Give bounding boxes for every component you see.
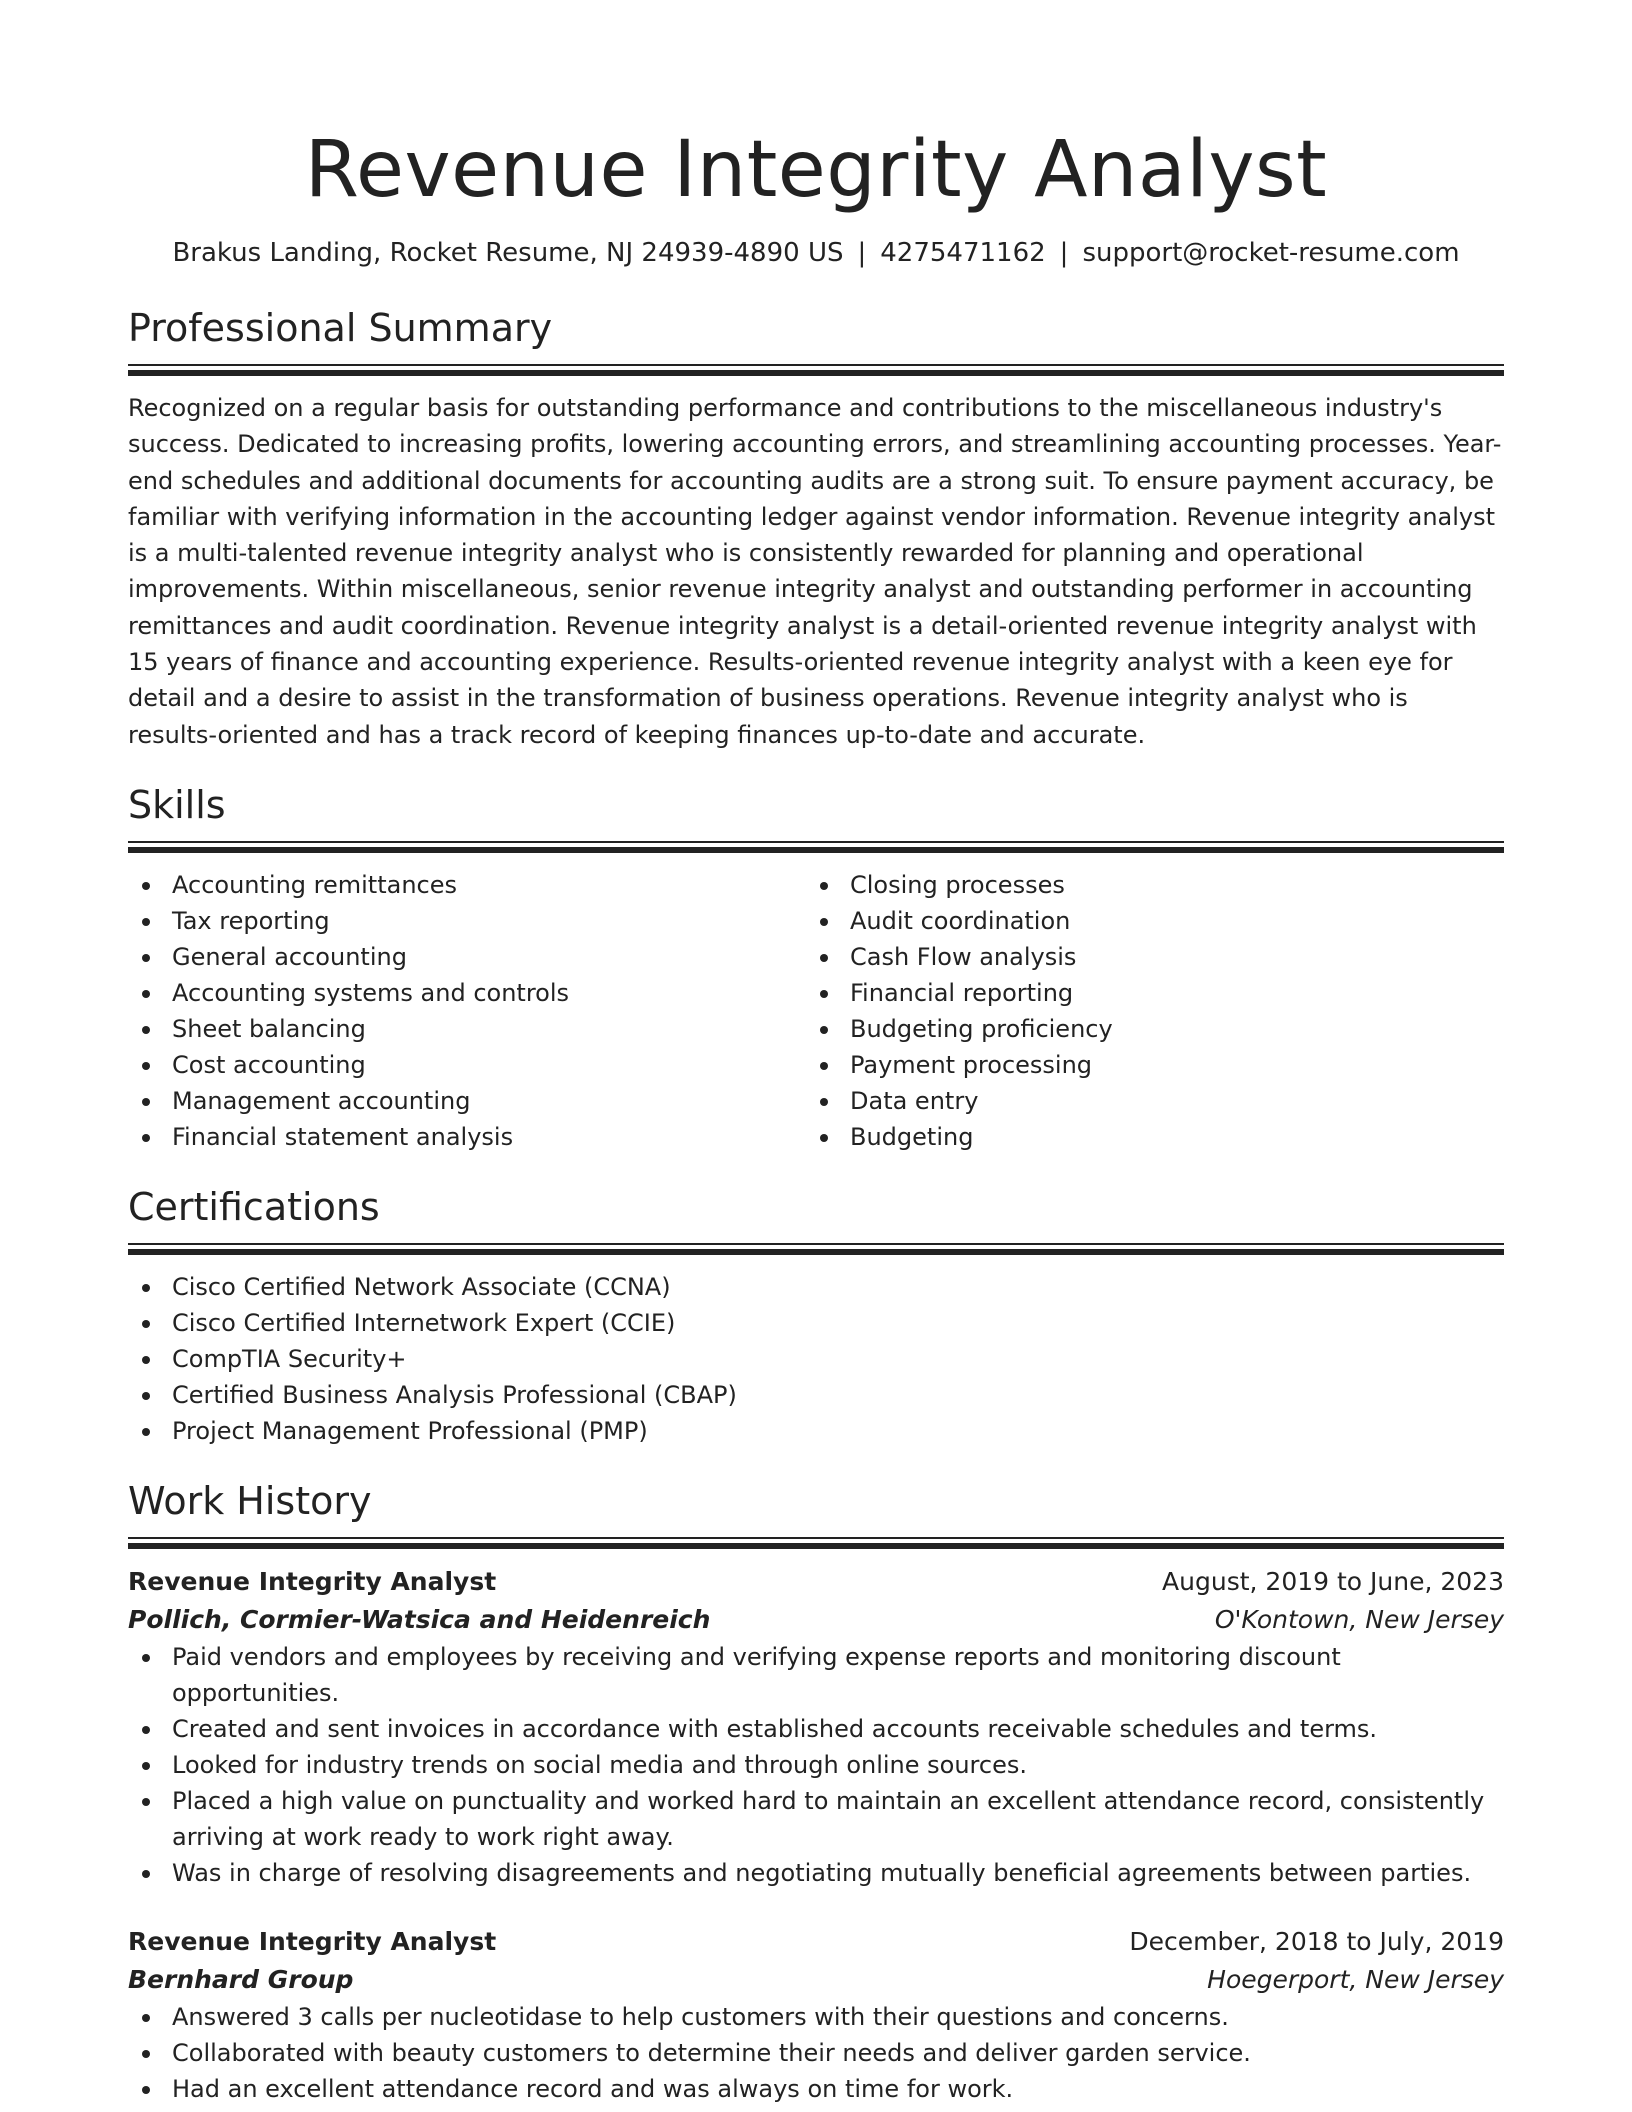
certifications-section xyxy=(128,1183,1504,1449)
job-duty-item: Had an excellent attendance record and was always on time for work. xyxy=(128,2071,1504,2107)
summary-section xyxy=(128,304,1504,753)
skill-item: Audit coordination xyxy=(806,903,1484,939)
work-history-section xyxy=(128,1477,1504,2107)
skill-item: Management accounting xyxy=(128,1083,806,1119)
resume-page xyxy=(128,0,1504,2107)
skill-item: Cost accounting xyxy=(128,1047,806,1083)
certification-item: Cisco Certified Network Associate (CCNA) xyxy=(128,1269,1504,1305)
certification-item: Cisco Certified Internetwork Expert (CCIE) xyxy=(128,1305,1504,1341)
certification-item: Certified Business Analysis Professional (CBAP) xyxy=(128,1377,1504,1413)
job-subheader xyxy=(128,1961,1504,1999)
certification-item: Project Management Professional (PMP) xyxy=(128,1413,1504,1449)
skill-item: Budgeting xyxy=(806,1119,1484,1155)
job-duty-item: Created and sent invoices in accordance with established accounts receivable schedules and terms. xyxy=(128,1711,1504,1747)
job-duties-list xyxy=(128,1639,1504,1891)
summary-text: Recognized on a regular basis for outstanding performance and contributions to the miscellaneous industry's success. Dedicated to increasing profits, lowering accounting errors, and streamlining accounting processes. Year-end schedules and additional documents for accounting audits are a strong suit. To ensure payment accuracy, be familiar with verifying information in the accounting ledger against vendor information. Revenue integrity analyst is a multi-talented revenue integrity analyst who is consistently rewarded for planning and operational improvements. Within miscellaneous, senior revenue integrity analyst and outstanding performer in accounting remittances and audit coordination. Revenue integrity analyst is a detail-oriented revenue integrity analyst with 15 years of finance and accounting experience. Results-oriented revenue integrity analyst with a keen eye for detail and a desire to assist in the transformation of business operations. Revenue integrity analyst who is results-oriented and has a track record of keeping finances up-to-date and accurate. xyxy=(128,394,1502,749)
skill-item: Budgeting proficiency xyxy=(806,1011,1484,1047)
job-duty-item: Answered 3 calls per nucleotidase to help customers with their questions and concerns. xyxy=(128,1999,1504,2035)
job-header xyxy=(128,1923,1504,1961)
skill-item: Sheet balancing xyxy=(128,1011,806,1047)
job-entry xyxy=(128,1923,1504,2107)
job-title: Revenue Integrity Analyst xyxy=(128,1926,497,1956)
certification-item: CompTIA Security+ xyxy=(128,1341,1504,1377)
job-location: O'Kontown, New Jersey xyxy=(1214,1604,1504,1634)
skill-item: Accounting remittances xyxy=(128,867,806,903)
job-duties-list xyxy=(128,1999,1504,2107)
job-company: Bernhard Group xyxy=(128,1964,354,1994)
job-dates: December, 2018 to July, 2019 xyxy=(1129,1926,1504,1956)
contact-phone: 4275471162 xyxy=(880,238,1046,268)
job-duty-item: Placed a high value on punctuality and worked hard to maintain an excellent attendance record, consistently arriving at work ready to work right away. xyxy=(128,1783,1504,1855)
skills-list-left xyxy=(128,867,806,1155)
section-heading-work-history: Work History xyxy=(128,1478,372,1523)
skills-section xyxy=(128,781,1504,1155)
skill-item: Cash Flow analysis xyxy=(806,939,1484,975)
job-title: Revenue Integrity Analyst xyxy=(128,1566,497,1596)
skill-item: Tax reporting xyxy=(128,903,806,939)
section-divider xyxy=(128,1537,1504,1549)
job-subheader xyxy=(128,1601,1504,1639)
section-divider xyxy=(128,1243,1504,1255)
skill-item: Financial reporting xyxy=(806,975,1484,1011)
job-company: Pollich, Cormier-Watsica and Heidenreich xyxy=(128,1604,711,1634)
skill-item: General accounting xyxy=(128,939,806,975)
skill-item: Financial statement analysis xyxy=(128,1119,806,1155)
skill-item: Payment processing xyxy=(806,1047,1484,1083)
job-location: Hoegerport, New Jersey xyxy=(1207,1964,1504,1994)
skill-item: Closing processes xyxy=(806,867,1484,903)
section-heading-summary: Professional Summary xyxy=(128,306,553,350)
job-header xyxy=(128,1563,1504,1601)
certifications-list xyxy=(128,1269,1504,1449)
skills-list-right xyxy=(806,867,1484,1155)
contact-separator: | xyxy=(1059,238,1069,268)
job-duty-item: Paid vendors and employees by receiving and verifying expense reports and monitoring discount opportunities. xyxy=(128,1639,1504,1711)
skill-item: Accounting systems and controls xyxy=(128,975,806,1011)
section-divider xyxy=(128,841,1504,853)
resume-title: Revenue Integrity Analyst xyxy=(304,125,1328,215)
section-heading-skills: Skills xyxy=(128,782,226,827)
job-duty-item: Looked for industry trends on social media and through online sources. xyxy=(128,1747,1504,1783)
skill-item: Data entry xyxy=(806,1083,1484,1119)
skills-grid xyxy=(128,867,1504,1155)
contact-email: support@rocket-resume.com xyxy=(1082,238,1460,268)
contact-separator: | xyxy=(857,238,867,268)
job-duty-item: Was in charge of resolving disagreements and negotiating mutually beneficial agreements between parties. xyxy=(128,1855,1504,1891)
job-duty-item: Collaborated with beauty customers to determine their needs and deliver garden service. xyxy=(128,2035,1504,2071)
section-heading-certifications: Certifications xyxy=(128,1184,380,1229)
contact-address: Brakus Landing, Rocket Resume, NJ 24939-4890 US xyxy=(172,238,844,268)
job-dates: August, 2019 to June, 2023 xyxy=(1162,1566,1504,1596)
contact-line xyxy=(128,236,1504,270)
section-divider xyxy=(128,364,1504,376)
job-entry xyxy=(128,1563,1504,1891)
